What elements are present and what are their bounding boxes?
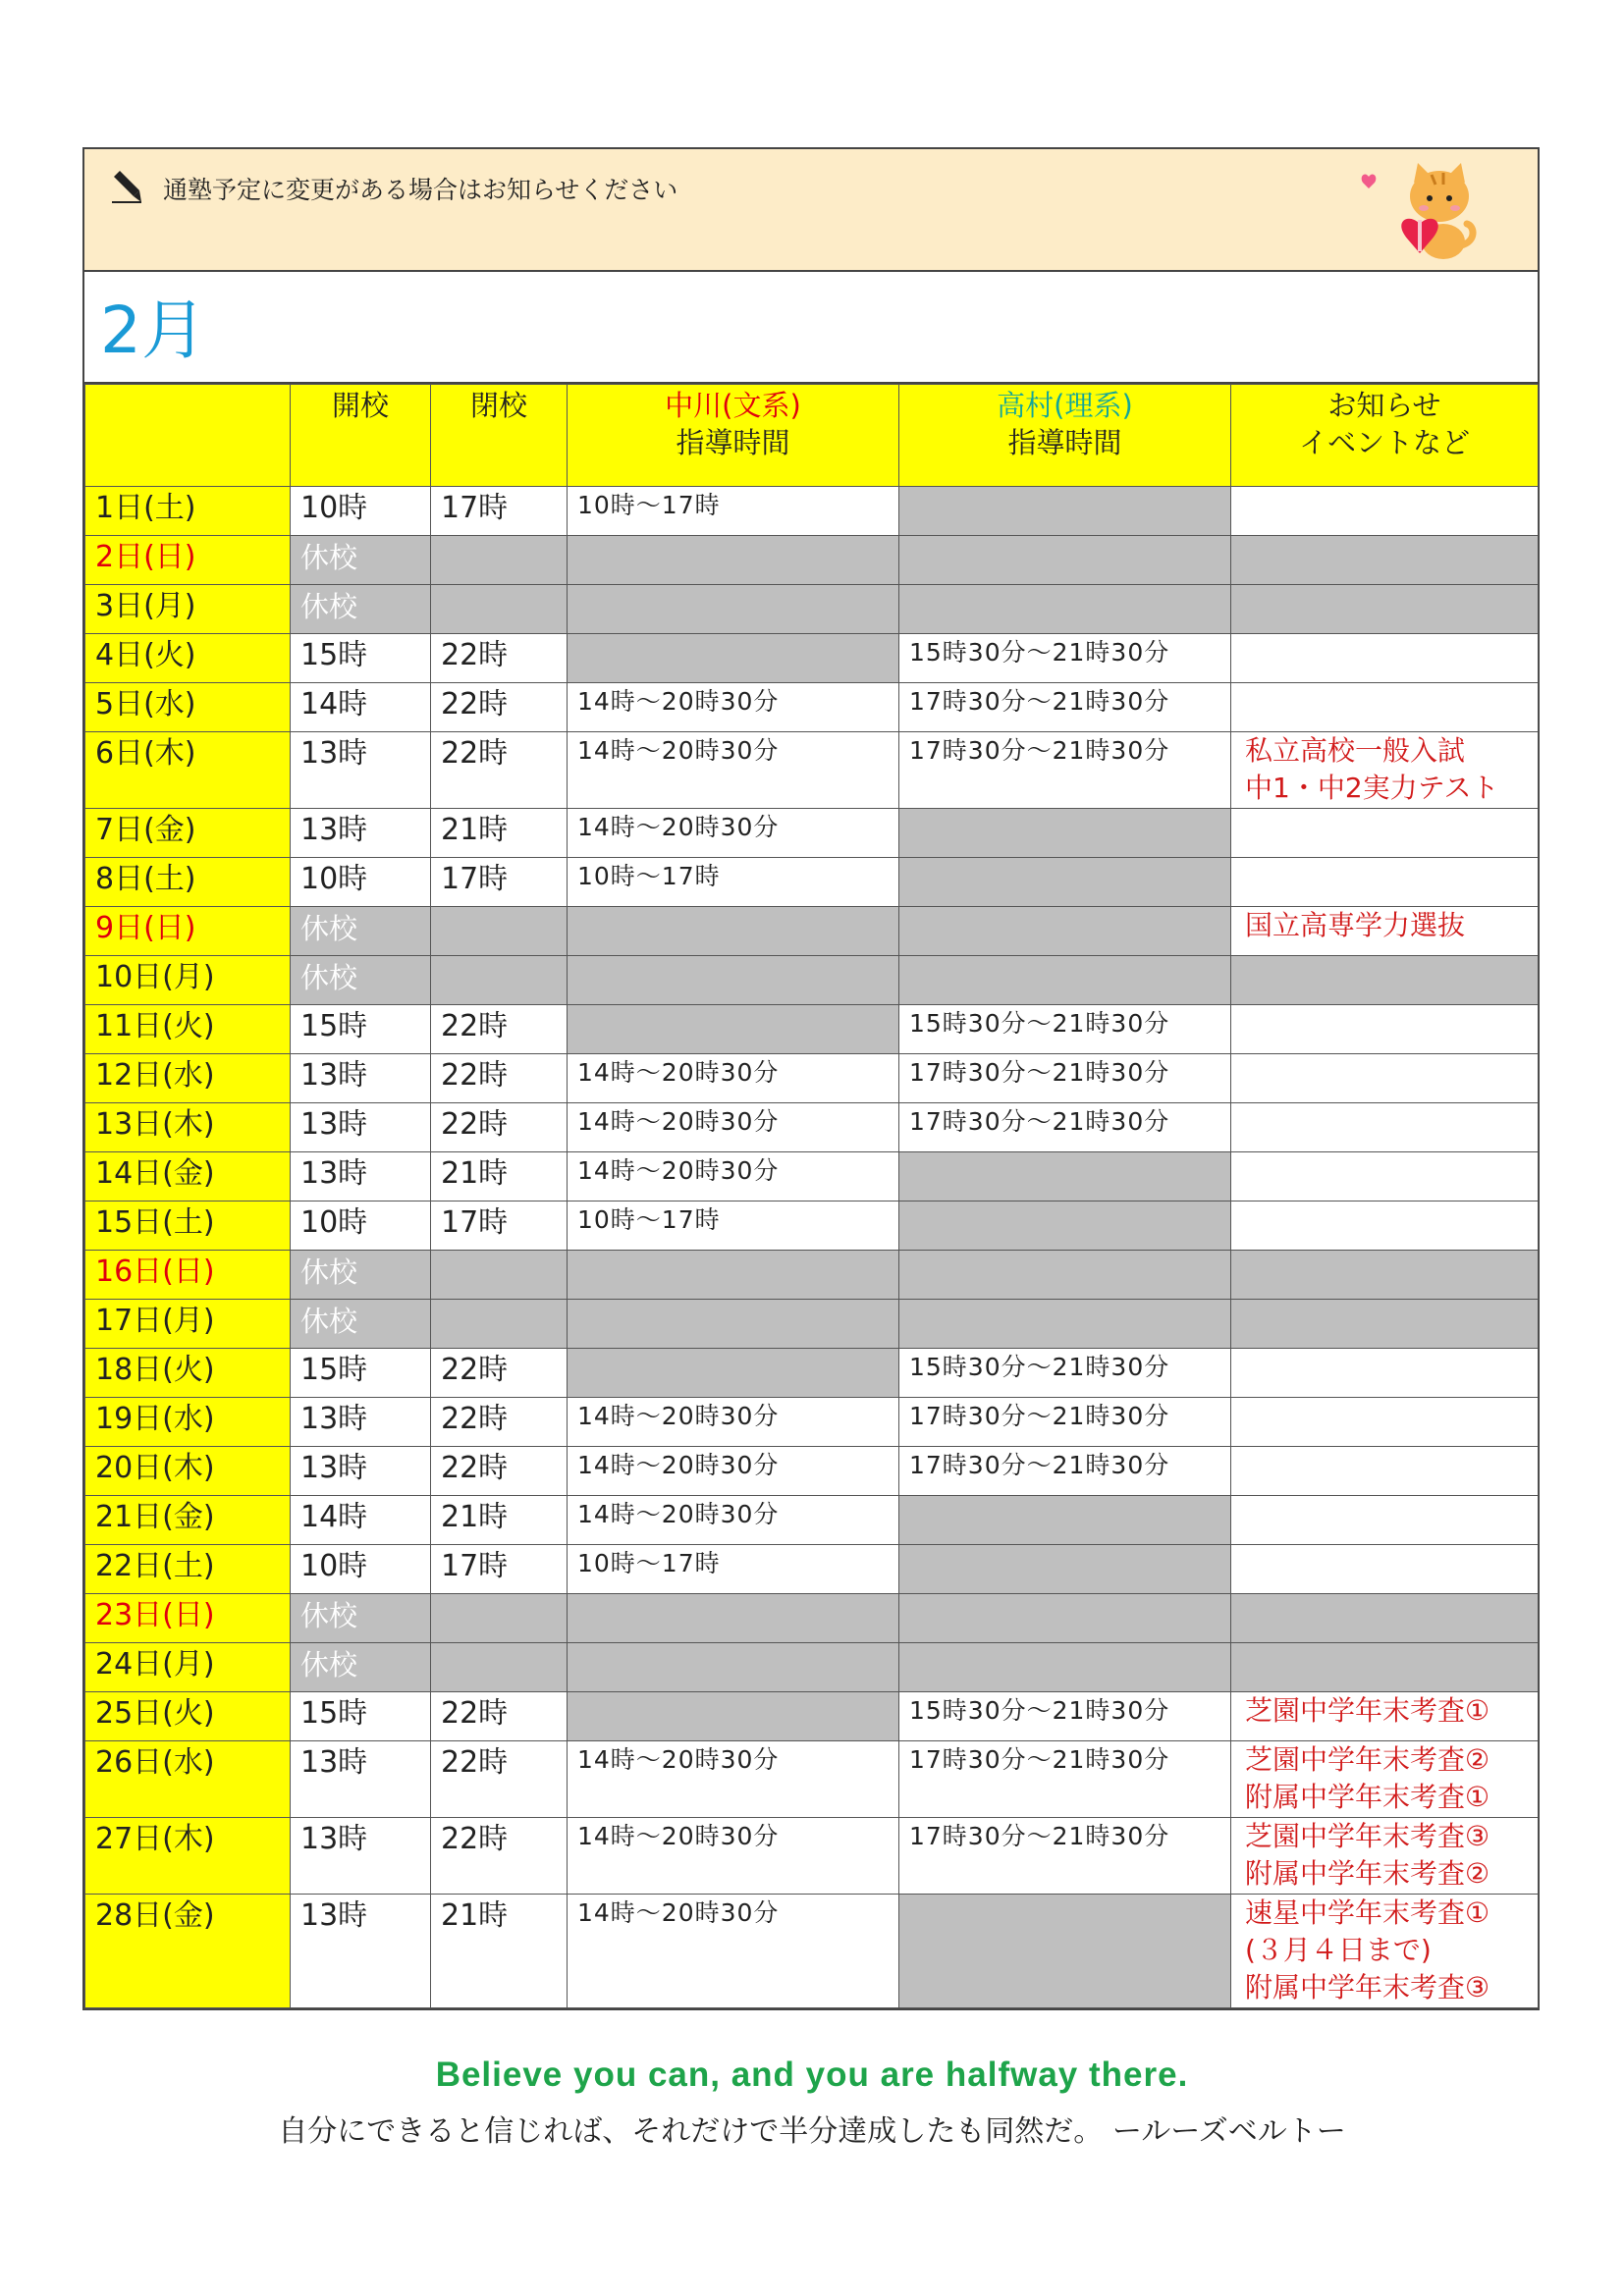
info-cell: [1231, 1251, 1539, 1300]
nakagawa-cell: 14時〜20時30分: [568, 1818, 899, 1895]
day-cell: 10日(月): [85, 956, 291, 1005]
schedule-row: [85, 1251, 1539, 1300]
day-cell: 12日(水): [85, 1054, 291, 1103]
day-cell: 2日(日): [85, 536, 291, 585]
header-nakagawa-name: 中川(文系): [665, 389, 801, 422]
nakagawa-cell: [568, 956, 899, 1005]
schedule-row: [85, 487, 1539, 536]
day-cell: 1日(土): [85, 487, 291, 536]
takamura-cell: [899, 809, 1231, 858]
schedule-row: [85, 1692, 1539, 1741]
info-note: 速星中学年末考査①: [1245, 1896, 1490, 1929]
closed-cell: 休校: [291, 585, 431, 634]
takamura-cell: [899, 1496, 1231, 1545]
header-nakagawa: [568, 385, 899, 487]
schedule-row: [85, 907, 1539, 956]
info-cell: [1231, 1349, 1539, 1398]
nakagawa-cell: [568, 1251, 899, 1300]
info-cell: [1231, 487, 1539, 536]
day-cell: 13日(木): [85, 1103, 291, 1152]
info-cell: [1231, 536, 1539, 585]
takamura-cell: 15時30分〜21時30分: [899, 634, 1231, 683]
info-note: 附属中学年末考査③: [1245, 1971, 1490, 2003]
month-label: 2月: [100, 293, 206, 368]
nakagawa-cell: 14時〜20時30分: [568, 1103, 899, 1152]
info-cell: [1231, 732, 1539, 809]
closed-cell: 休校: [291, 907, 431, 956]
nakagawa-cell: 14時〜20時30分: [568, 1152, 899, 1201]
schedule-row: [85, 1545, 1539, 1594]
info-cell: [1231, 1447, 1539, 1496]
closed-cell: 休校: [291, 956, 431, 1005]
takamura-cell: 17時30分〜21時30分: [899, 1741, 1231, 1818]
info-cell: [1231, 683, 1539, 732]
takamura-cell: [899, 487, 1231, 536]
info-cell: [1231, 956, 1539, 1005]
info-note: 芝園中学年末考査②: [1245, 1743, 1490, 1776]
close-cell: 17時: [431, 1545, 568, 1594]
info-note: 私立高校一般入試: [1245, 734, 1466, 767]
header-takamura: [899, 385, 1231, 487]
schedule-row: [85, 858, 1539, 907]
schedule-row: [85, 1201, 1539, 1251]
open-cell: 15時: [291, 1005, 431, 1054]
info-cell: [1231, 1005, 1539, 1054]
day-cell: 19日(水): [85, 1398, 291, 1447]
close-cell: 17時: [431, 1201, 568, 1251]
close-cell: 17時: [431, 487, 568, 536]
open-cell: 13時: [291, 1741, 431, 1818]
takamura-cell: 17時30分〜21時30分: [899, 1818, 1231, 1895]
day-cell: 6日(木): [85, 732, 291, 809]
takamura-cell: 17時30分〜21時30分: [899, 1447, 1231, 1496]
close-cell: 22時: [431, 1447, 568, 1496]
day-cell: 17日(月): [85, 1300, 291, 1349]
nakagawa-cell: [568, 1005, 899, 1054]
info-note: (３月４日まで): [1245, 1934, 1432, 1966]
closed-cell: 休校: [291, 536, 431, 585]
info-note: 中1・中2実力テスト: [1245, 772, 1499, 804]
info-cell: [1231, 1201, 1539, 1251]
nakagawa-cell: 14時〜20時30分: [568, 1496, 899, 1545]
info-cell: [1231, 1818, 1539, 1895]
day-cell: 28日(金): [85, 1895, 291, 2008]
schedule-row: [85, 1895, 1539, 2008]
open-cell: 10時: [291, 487, 431, 536]
nakagawa-cell: [568, 1300, 899, 1349]
day-cell: 25日(火): [85, 1692, 291, 1741]
open-cell: 10時: [291, 858, 431, 907]
day-cell: 7日(金): [85, 809, 291, 858]
info-cell: [1231, 1300, 1539, 1349]
close-cell: [431, 1251, 568, 1300]
notice-banner: [84, 149, 1538, 272]
takamura-cell: [899, 1643, 1231, 1692]
info-note: 芝園中学年末考査①: [1245, 1694, 1490, 1727]
schedule-row: [85, 956, 1539, 1005]
closed-cell: 休校: [291, 1594, 431, 1643]
schedule-row: [85, 1349, 1539, 1398]
takamura-cell: [899, 536, 1231, 585]
close-cell: 22時: [431, 1741, 568, 1818]
close-cell: [431, 956, 568, 1005]
quote-english: Believe you can, and you are halfway there.: [435, 2056, 1189, 2094]
schedule-row: [85, 1300, 1539, 1349]
day-cell: 16日(日): [85, 1251, 291, 1300]
schedule-row: [85, 1594, 1539, 1643]
day-cell: 3日(月): [85, 585, 291, 634]
header-open: 開校: [291, 385, 431, 487]
schedule-row: [85, 1005, 1539, 1054]
header-info-sub: イベントなど: [1298, 426, 1470, 459]
info-cell: [1231, 1398, 1539, 1447]
takamura-cell: 15時30分〜21時30分: [899, 1692, 1231, 1741]
header-close: 閉校: [431, 385, 568, 487]
open-cell: 10時: [291, 1545, 431, 1594]
nakagawa-cell: 14時〜20時30分: [568, 809, 899, 858]
close-cell: [431, 585, 568, 634]
nakagawa-cell: 14時〜20時30分: [568, 732, 899, 809]
header-day: [85, 385, 291, 487]
open-cell: 13時: [291, 732, 431, 809]
header-info-title: お知らせ: [1327, 389, 1441, 422]
notice-text: 通塾予定に変更がある場合はお知らせください: [163, 176, 678, 204]
takamura-cell: [899, 858, 1231, 907]
nakagawa-cell: [568, 536, 899, 585]
takamura-cell: 17時30分〜21時30分: [899, 1054, 1231, 1103]
nakagawa-cell: [568, 907, 899, 956]
takamura-cell: [899, 585, 1231, 634]
info-cell: [1231, 634, 1539, 683]
day-cell: 8日(土): [85, 858, 291, 907]
close-cell: 17時: [431, 858, 568, 907]
takamura-cell: [899, 1895, 1231, 2008]
info-cell: [1231, 1594, 1539, 1643]
header-info: [1231, 385, 1539, 487]
close-cell: [431, 1594, 568, 1643]
takamura-cell: 17時30分〜21時30分: [899, 732, 1231, 809]
close-cell: 22時: [431, 634, 568, 683]
schedule-row: [85, 1496, 1539, 1545]
close-cell: 21時: [431, 1895, 568, 2008]
close-cell: [431, 536, 568, 585]
info-cell: [1231, 585, 1539, 634]
schedule-row: [85, 1818, 1539, 1895]
info-cell: [1231, 1496, 1539, 1545]
open-cell: 15時: [291, 1692, 431, 1741]
info-cell: [1231, 1152, 1539, 1201]
close-cell: 22時: [431, 1398, 568, 1447]
nakagawa-cell: [568, 634, 899, 683]
takamura-cell: 15時30分〜21時30分: [899, 1005, 1231, 1054]
close-cell: 22時: [431, 1054, 568, 1103]
open-cell: 13時: [291, 1447, 431, 1496]
close-cell: 21時: [431, 1496, 568, 1545]
nakagawa-cell: 14時〜20時30分: [568, 1741, 899, 1818]
day-cell: 18日(火): [85, 1349, 291, 1398]
day-cell: 11日(火): [85, 1005, 291, 1054]
nakagawa-cell: [568, 1349, 899, 1398]
info-cell: [1231, 1692, 1539, 1741]
header-row: [85, 385, 1539, 487]
open-cell: 13時: [291, 1152, 431, 1201]
schedule-row: [85, 1643, 1539, 1692]
day-cell: 14日(金): [85, 1152, 291, 1201]
info-note: 附属中学年末考査②: [1245, 1857, 1490, 1890]
takamura-cell: [899, 1300, 1231, 1349]
pencil-icon: [108, 169, 143, 204]
cat-with-heart-illustration: [1353, 157, 1481, 265]
nakagawa-cell: [568, 1692, 899, 1741]
open-cell: 13時: [291, 1103, 431, 1152]
takamura-cell: 17時30分〜21時30分: [899, 1103, 1231, 1152]
day-cell: 21日(金): [85, 1496, 291, 1545]
day-cell: 22日(土): [85, 1545, 291, 1594]
header-nakagawa-sub: 指導時間: [676, 426, 790, 459]
info-cell: [1231, 1741, 1539, 1818]
day-cell: 23日(日): [85, 1594, 291, 1643]
schedule-row: [85, 1103, 1539, 1152]
open-cell: 13時: [291, 809, 431, 858]
takamura-cell: [899, 1594, 1231, 1643]
schedule-row: [85, 1398, 1539, 1447]
open-cell: 13時: [291, 1054, 431, 1103]
takamura-cell: [899, 907, 1231, 956]
quote-japanese: 自分にできると信じれば、それだけで半分達成したも同然だ。 ールーズベルトー: [278, 2114, 1346, 2149]
takamura-cell: [899, 1251, 1231, 1300]
close-cell: [431, 907, 568, 956]
info-cell: [1231, 1895, 1539, 2008]
info-cell: [1231, 1054, 1539, 1103]
day-cell: 26日(水): [85, 1741, 291, 1818]
nakagawa-cell: 14時〜20時30分: [568, 1447, 899, 1496]
close-cell: 22時: [431, 1349, 568, 1398]
schedule-row: [85, 683, 1539, 732]
close-cell: [431, 1643, 568, 1692]
info-cell: [1231, 907, 1539, 956]
nakagawa-cell: 10時〜17時: [568, 1201, 899, 1251]
nakagawa-cell: 10時〜17時: [568, 858, 899, 907]
day-cell: 20日(木): [85, 1447, 291, 1496]
schedule-row: [85, 585, 1539, 634]
open-cell: 14時: [291, 1496, 431, 1545]
closed-cell: 休校: [291, 1251, 431, 1300]
close-cell: 21時: [431, 809, 568, 858]
nakagawa-cell: [568, 1594, 899, 1643]
takamura-cell: 15時30分〜21時30分: [899, 1349, 1231, 1398]
close-cell: 22時: [431, 1005, 568, 1054]
schedule-row: [85, 809, 1539, 858]
info-note: 芝園中学年末考査③: [1245, 1820, 1490, 1852]
schedule-row: [85, 1054, 1539, 1103]
nakagawa-cell: 14時〜20時30分: [568, 1398, 899, 1447]
info-note: 附属中学年末考査①: [1245, 1781, 1490, 1813]
open-cell: 10時: [291, 1201, 431, 1251]
info-cell: [1231, 809, 1539, 858]
schedule-sheet: [82, 147, 1540, 2010]
nakagawa-cell: 14時〜20時30分: [568, 1054, 899, 1103]
takamura-cell: 17時30分〜21時30分: [899, 683, 1231, 732]
day-cell: 5日(水): [85, 683, 291, 732]
takamura-cell: [899, 1152, 1231, 1201]
nakagawa-cell: 10時〜17時: [568, 487, 899, 536]
open-cell: 13時: [291, 1818, 431, 1895]
close-cell: [431, 1300, 568, 1349]
schedule-rows: [85, 487, 1539, 2008]
close-cell: 22時: [431, 683, 568, 732]
open-cell: 15時: [291, 1349, 431, 1398]
close-cell: 22時: [431, 1692, 568, 1741]
month-heading: [84, 272, 1538, 384]
header-takamura-name: 高村(理系): [997, 389, 1133, 422]
schedule-row: [85, 634, 1539, 683]
takamura-cell: [899, 1201, 1231, 1251]
closed-cell: 休校: [291, 1300, 431, 1349]
takamura-cell: [899, 1545, 1231, 1594]
open-cell: 14時: [291, 683, 431, 732]
closed-cell: 休校: [291, 1643, 431, 1692]
schedule-row: [85, 1152, 1539, 1201]
nakagawa-cell: 14時〜20時30分: [568, 1895, 899, 2008]
nakagawa-cell: [568, 1643, 899, 1692]
day-cell: 4日(火): [85, 634, 291, 683]
schedule-row: [85, 1447, 1539, 1496]
info-cell: [1231, 1545, 1539, 1594]
info-note: 国立高専学力選抜: [1245, 909, 1466, 941]
nakagawa-cell: [568, 585, 899, 634]
header-takamura-sub: 指導時間: [1007, 426, 1122, 459]
schedule-row: [85, 536, 1539, 585]
schedule-row: [85, 1741, 1539, 1818]
day-cell: 15日(土): [85, 1201, 291, 1251]
takamura-cell: 17時30分〜21時30分: [899, 1398, 1231, 1447]
schedule-table: [84, 384, 1539, 2008]
info-cell: [1231, 1643, 1539, 1692]
schedule-row: [85, 732, 1539, 809]
nakagawa-cell: 14時〜20時30分: [568, 683, 899, 732]
day-cell: 27日(木): [85, 1818, 291, 1895]
open-cell: 15時: [291, 634, 431, 683]
close-cell: 22時: [431, 1818, 568, 1895]
info-cell: [1231, 858, 1539, 907]
day-cell: 9日(日): [85, 907, 291, 956]
takamura-cell: [899, 956, 1231, 1005]
close-cell: 21時: [431, 1152, 568, 1201]
info-cell: [1231, 1103, 1539, 1152]
day-cell: 24日(月): [85, 1643, 291, 1692]
nakagawa-cell: 10時〜17時: [568, 1545, 899, 1594]
open-cell: 13時: [291, 1398, 431, 1447]
close-cell: 22時: [431, 1103, 568, 1152]
open-cell: 13時: [291, 1895, 431, 2008]
close-cell: 22時: [431, 732, 568, 809]
